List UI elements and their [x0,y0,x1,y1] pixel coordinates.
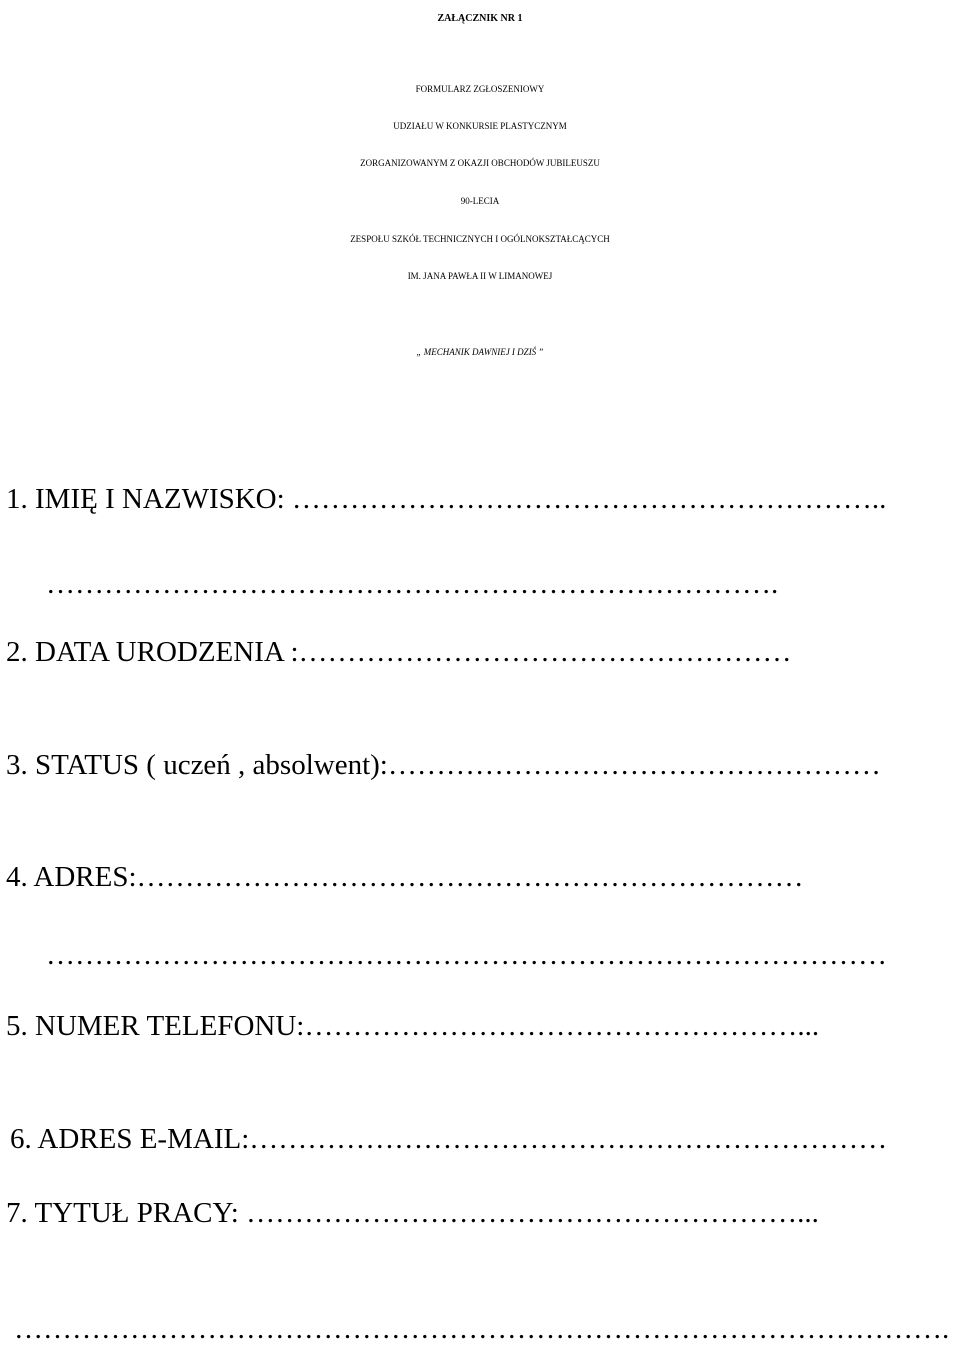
field-full-name-fill[interactable]: …………………………………………………….. [291,483,887,515]
field-status-fill[interactable]: …………………………………………… [387,749,881,781]
title-line-4: 90-LECIA [460,196,500,206]
field-email-fill[interactable]: ………………………………………………………… [249,1123,888,1155]
contest-motto: „ MECHANIK DAWNIEJ I DZIŚ ” [416,347,544,357]
title-line-1: FORMULARZ ZGŁOSZENIOWY [415,84,545,94]
field-artwork-title-label: 7. TYTUŁ PRACY: [6,1197,239,1229]
title-line-6: IM. JANA PAWŁA II W LIMANOWEJ [407,271,553,281]
title-line-2: UDZIAŁU W KONKURSIE PLASTYCZNYM [393,121,567,131]
field-birth-date-label: 2. DATA URODZENIA : [6,636,299,668]
field-birth-date [6,635,792,669]
title-line-3: ZORGANIZOWANYM Z OKAZJI OBCHODÓW JUBILEUSZU [360,158,600,168]
field-phone-number [6,1009,819,1043]
field-email-label: 6. ADRES E-MAIL: [10,1123,250,1155]
field-address-continuation[interactable]: …………………………………………………………………………… [46,939,887,971]
attachment-heading: ZAŁĄCZNIK NR 1 [437,13,523,24]
field-status [6,748,881,782]
field-address [6,860,804,894]
title-line-5: ZESPOŁU SZKÓŁ TECHNICZNYCH I OGÓLNOKSZTAŁCĄCYCH [350,234,610,244]
field-phone-number-label: 5. NUMER TELEFONU: [6,1010,305,1042]
field-full-name [6,482,886,516]
field-artwork-title-fill[interactable]: …………………………………………………... [246,1197,819,1229]
field-email [10,1122,887,1156]
field-phone-number-fill[interactable]: ……………………………………………... [304,1010,820,1042]
field-artwork-title [6,1196,819,1230]
field-full-name-continuation[interactable]: …………………………………………………………………. [46,568,779,600]
field-address-fill[interactable]: …………………………………………………………… [136,861,804,893]
field-full-name-label: 1. IMIĘ I NAZWISKO: [6,483,285,515]
field-status-label: 3. STATUS ( uczeń , absolwent): [6,749,388,781]
field-birth-date-fill[interactable]: …………………………………………… [298,636,792,668]
field-artwork-title-continuation[interactable]: ……………………………………………………………………………………. [14,1313,950,1345]
field-address-label: 4. ADRES: [6,861,137,893]
